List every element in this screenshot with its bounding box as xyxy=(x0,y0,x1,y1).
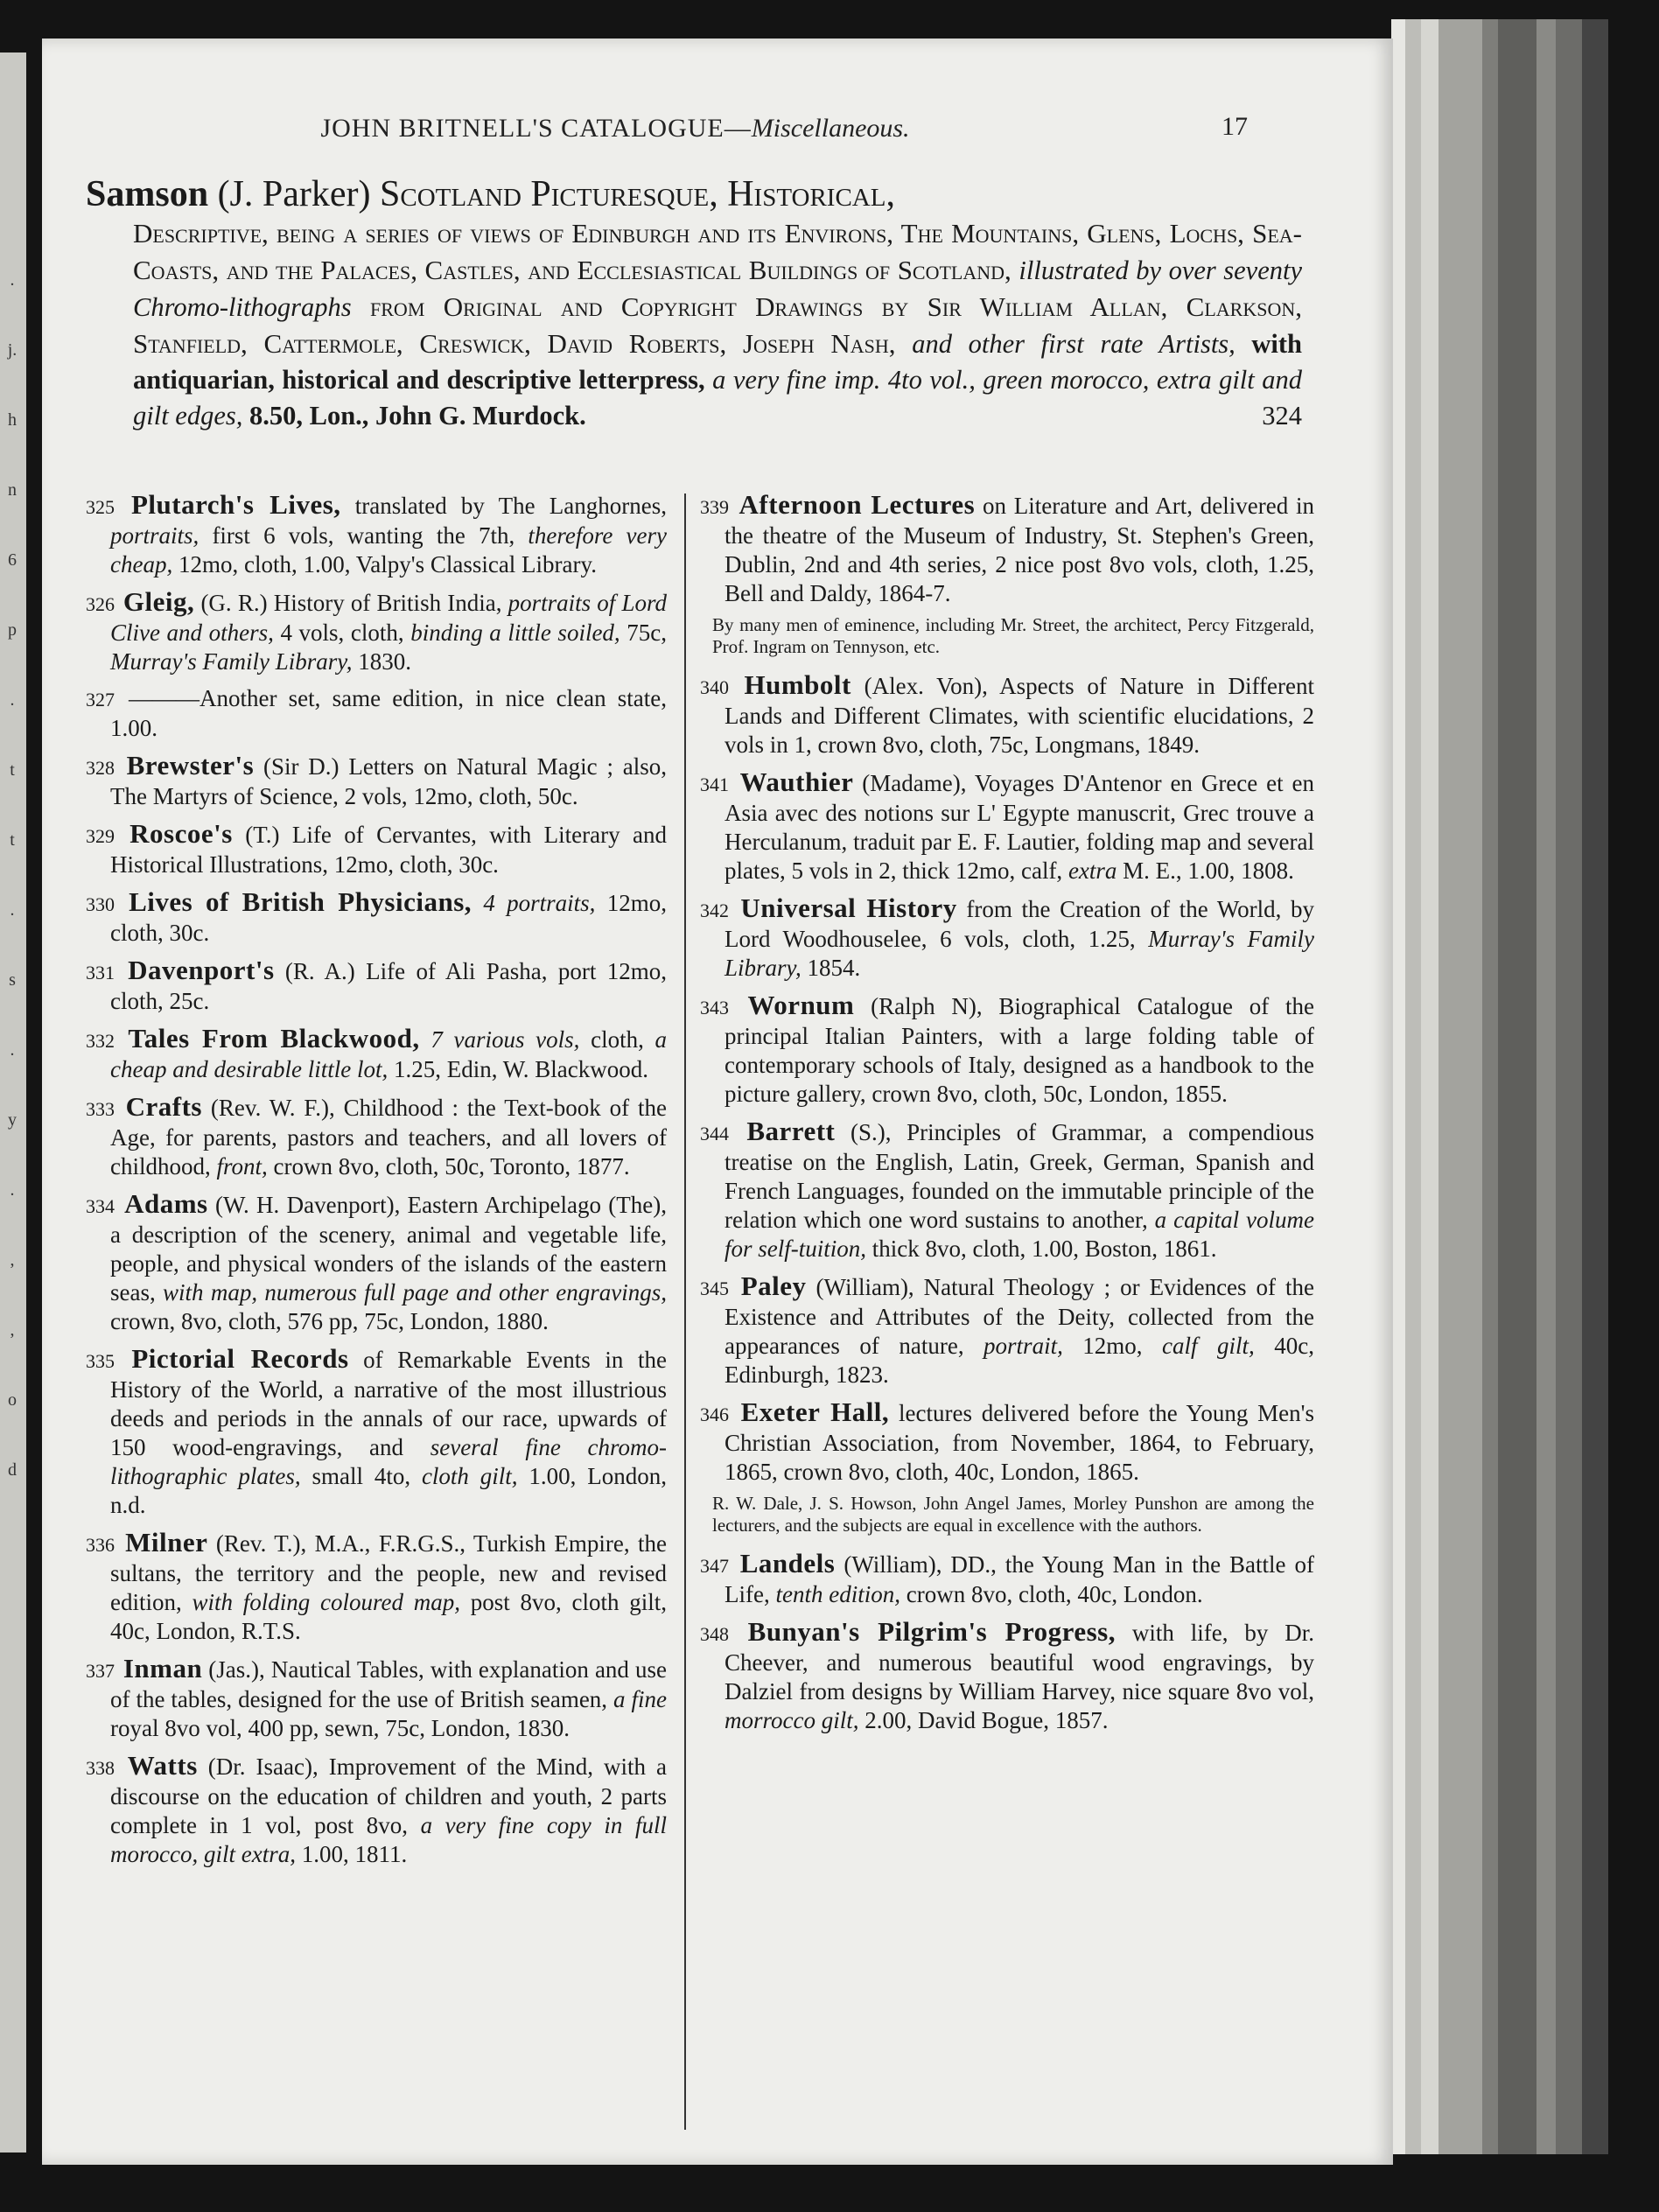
entry-number: 338 xyxy=(86,1757,124,1779)
entry-text: (Sir D.) Letters on Natural Magic ; also, The Martyrs of Science, 2 vols, 12mo, cloth, 50c. xyxy=(110,753,667,809)
entry-number: 340 xyxy=(700,676,741,698)
entry-text: (S.), Principles of Grammar, a compendious treatise on the English, Latin, Greek, German, Spanish and French Languages, founded on the immutable principle of the relation which one word sustains to another, xyxy=(724,1119,1314,1233)
entry-text: (G. R.) History of British India, xyxy=(194,590,508,616)
entry-number: 336 xyxy=(86,1534,122,1556)
catalogue-entry xyxy=(86,887,667,948)
entry-text xyxy=(420,1026,431,1053)
entry-number: 331 xyxy=(86,962,125,984)
entry-text: thick 8vo, cloth, 1.00, Boston, 1861. xyxy=(866,1236,1217,1262)
entry-headword: Adams xyxy=(124,1188,208,1219)
entry-headword: Humbolt xyxy=(744,669,851,700)
entry-text: post 8vo, cloth gilt, 40c, London, R.T.S. xyxy=(110,1589,667,1644)
entry-text: royal 8vo vol, 400 pp, sewn, 75c, London, 1830. xyxy=(110,1715,570,1741)
entry-text: (Ralph N), Biographical Catalogue of the principal Italian Painters, with a large folding table of contemporary schools of Italy, designed as a handbook to the picture gallery, crown 8vo, cloth, 50c, London, 1855. xyxy=(724,993,1315,1107)
entry-text: crown, 8vo, cloth, 576 pp, 75c, London, 1880. xyxy=(110,1308,549,1334)
entry-number: 343 xyxy=(700,997,745,1018)
entry-text: crown 8vo, cloth, 50c, Toronto, 1877. xyxy=(267,1153,630,1180)
entry-number: 339 xyxy=(700,496,736,518)
entry-text: 1854. xyxy=(801,955,861,981)
entry-headword: Gleig, xyxy=(122,586,195,617)
entry-text: morrocco gilt, xyxy=(724,1707,859,1733)
entry-headword: Paley xyxy=(740,1270,807,1301)
entry-text: (Rev. T.), M.A., F.R.G.S., Turkish Empire, the sultans, the territory and the people, new and revised edition, xyxy=(110,1530,667,1615)
running-head xyxy=(42,114,1188,144)
catalogue-entry xyxy=(700,1271,1314,1390)
catalogue-entry xyxy=(86,819,667,879)
entry-text: (Alex. Von), Aspects of Nature in Different Lands and Different Climates, with scientific elucidations, 2 vols in 1, crown 8vo, cloth, 75c, Longmans, 1849. xyxy=(724,673,1314,758)
entry-headword: Roscoe's xyxy=(130,818,233,849)
entry-text: 2.00, David Bogue, 1857. xyxy=(858,1707,1109,1733)
entry-text: (Jas.), Nautical Tables, with explanation and use of the tables, designed for the use of British seamen, xyxy=(110,1656,668,1712)
entry-text: 12mo, cloth, 1.00, Valpy's Classical Library. xyxy=(172,551,598,578)
entry-text: tenth edition, xyxy=(775,1581,900,1607)
entry-headword: Bunyan's Pilgrim's Progress, xyxy=(747,1616,1116,1647)
entry-text: translated by The Langhornes, xyxy=(340,493,668,519)
page-number: 17 xyxy=(1222,112,1248,141)
entry-text: with map, numerous full page and other engravings, xyxy=(163,1279,667,1306)
entry-headword: Wauthier xyxy=(739,766,854,797)
catalogue-entry xyxy=(700,767,1314,886)
page-edge xyxy=(1582,19,1608,2154)
entry-number: 328 xyxy=(86,757,123,779)
entry-text: of Remarkable Events in the History of the World, a narrative of the most illustrious deeds and periods in the annals of our race, upwards of 150 wood-engravings, and xyxy=(110,1347,668,1460)
catalogue-entry xyxy=(86,1189,667,1336)
catalogue-entry xyxy=(700,670,1314,760)
entry-number: 326 xyxy=(86,593,120,615)
entry-number: 337 xyxy=(86,1660,120,1682)
page-edge xyxy=(1391,19,1405,2154)
catalogue-entry xyxy=(700,490,1314,608)
entry-text: portrait, xyxy=(984,1333,1063,1359)
entry-text: a fine xyxy=(613,1686,667,1712)
lead-headword: Samson xyxy=(86,174,209,214)
entry-headword: Exeter Hall, xyxy=(740,1396,890,1427)
catalogue-entry xyxy=(700,1549,1314,1609)
catalogue-entry xyxy=(700,1397,1314,1487)
entry-text: several fine chromo-lithographic plates, xyxy=(110,1434,667,1489)
entry-text: (T.) Life of Cervantes, with Literary and Historical Illustrations, 12mo, cloth, 30c. xyxy=(110,822,668,878)
section-name: Miscellaneous. xyxy=(751,114,910,143)
entry-text: (R. A.) Life of Ali Pasha, port 12mo, cloth, 25c. xyxy=(110,958,668,1014)
entry-number: 341 xyxy=(700,774,737,795)
entry-number: 332 xyxy=(86,1030,125,1052)
entry-text: from the Creation of the World, by Lord Woodhouselee, 6 vols, cloth, 1.25, xyxy=(724,896,1315,952)
entry-text: M. E., 1.00, 1808. xyxy=(1116,858,1294,884)
entry-text: front, xyxy=(216,1153,268,1180)
catalogue-entry xyxy=(700,1116,1314,1264)
catalogue-entry xyxy=(86,1528,667,1646)
catalogue-entry xyxy=(700,893,1314,983)
entry-number: 333 xyxy=(86,1098,122,1120)
catalogue-entry xyxy=(86,1024,667,1084)
entry-text: crown 8vo, cloth, 40c, London. xyxy=(900,1581,1203,1607)
entry-headword: Wornum xyxy=(747,990,855,1020)
entry-headword: Barrett xyxy=(746,1116,836,1146)
entry-headword: Tales From Blackwood, xyxy=(128,1023,420,1054)
entry-text: extra xyxy=(1068,858,1117,884)
catalogue-entry xyxy=(86,1344,667,1520)
entry-number: 329 xyxy=(86,825,127,847)
entry-headword: Inman xyxy=(122,1653,203,1684)
entry-text: small 4to, xyxy=(300,1463,422,1489)
entry-number: 348 xyxy=(700,1623,745,1645)
entry-number: 347 xyxy=(700,1555,737,1577)
catalogue-entry xyxy=(86,490,667,579)
entry-number: 330 xyxy=(86,893,126,915)
right-column xyxy=(700,490,1314,1743)
entry-text: 1.00, London, n.d. xyxy=(110,1463,668,1518)
adjacent-page-fragments: . j. h n 6 p . t t . s . y . , , o d xyxy=(7,270,18,1480)
catalogue-entry xyxy=(86,1654,667,1743)
page-edge xyxy=(1421,19,1438,2154)
entry-number: 346 xyxy=(700,1404,738,1425)
entry-text: with folding coloured map, xyxy=(192,1589,460,1615)
entry-text: portraits of Lord Clive and others, xyxy=(110,590,667,646)
entry-text: Murray's Family Library, xyxy=(724,926,1314,981)
catalogue-entry xyxy=(86,587,667,676)
entry-headword: Landels xyxy=(739,1548,836,1578)
entry-headword: Universal History xyxy=(740,892,957,923)
entry-number: 327 xyxy=(86,689,125,710)
entry-headword: Afternoon Lectures xyxy=(738,489,976,520)
catalogue-title: JOHN BRITNELL'S CATALOGUE— xyxy=(320,114,752,143)
column-divider xyxy=(684,494,686,2130)
entry-headword: Davenport's xyxy=(128,955,275,985)
entry-text: 1830. xyxy=(352,648,412,675)
entry-text: portraits, xyxy=(110,522,200,549)
catalogue-entry xyxy=(700,1617,1314,1735)
catalogue-entry xyxy=(86,956,667,1016)
entry-headword: Brewster's xyxy=(126,750,255,780)
entry-text: with life, by Dr. Cheever, and numerous beautiful wood engravings, by Dalziel from designs by William Harvey, nice square 8vo vol, xyxy=(724,1620,1315,1704)
entry-text xyxy=(472,890,483,916)
page-edge xyxy=(1498,19,1536,2154)
entry-text: 7 various vols, xyxy=(430,1026,580,1053)
entry-text: therefore very cheap, xyxy=(110,522,667,578)
entry-number: 325 xyxy=(86,496,128,518)
entry-headword: Watts xyxy=(127,1750,198,1781)
entry-text: ———Another set, same edition, in nice clean state, 1.00. xyxy=(110,685,668,741)
entry-text: cloth, xyxy=(579,1026,655,1053)
catalogue-entry xyxy=(86,684,667,743)
catalogue-entry xyxy=(86,1751,667,1869)
entry-text: (W. H. Davenport), Eastern Archipelago (The), a description of the scenery, animal and vegetable life, people, and physical wonders of the islands of the eastern seas, xyxy=(110,1192,667,1306)
entry-note: By many men of eminence, including Mr. Street, the architect, Percy Fitzgerald, Prof. Ingram on Tennyson, etc. xyxy=(712,614,1314,657)
lead-entry xyxy=(86,174,1303,434)
entry-number: 344 xyxy=(700,1123,744,1144)
catalogue-page xyxy=(42,38,1393,2165)
entry-text: a capital volume for self-tuition, xyxy=(724,1207,1314,1262)
entry-text: 75c, xyxy=(620,620,667,646)
entry-text: a cheap and desirable little lot, xyxy=(110,1026,667,1082)
entry-number: 345 xyxy=(700,1278,738,1299)
page-edge xyxy=(1536,19,1556,2154)
entry-text: (Dr. Isaac), Improvement of the Mind, with a discourse on the education of children and youth, 2 parts complete in 1 vol, post 8vo, xyxy=(110,1754,667,1838)
entry-note: R. W. Dale, J. S. Howson, John Angel James, Morley Punshon are among the lecturers, and the subjects are equal in excellence with the authors. xyxy=(712,1493,1314,1536)
entry-text: Murray's Family Library, xyxy=(110,648,353,675)
entry-text: 4 vols, cloth, xyxy=(273,620,411,646)
catalogue-entry xyxy=(700,990,1314,1109)
entry-text: 4 portraits, xyxy=(483,890,596,916)
entry-headword: Pictorial Records xyxy=(131,1343,349,1374)
catalogue-entry xyxy=(86,751,667,811)
lead-title: Scotland Picturesque, Historical, xyxy=(380,174,895,214)
entry-text: 40c, Edinburgh, 1823. xyxy=(724,1333,1314,1388)
lead-author: (J. Parker) xyxy=(208,174,380,214)
entry-text: (William), DD., the Young Man in the Battle of Life, xyxy=(724,1551,1314,1607)
entry-headword: Milner xyxy=(125,1527,208,1558)
entry-text: binding a little soiled, xyxy=(410,620,620,646)
entry-text: (Rev. W. F.), Childhood : the Text-book of the Age, for parents, pastors and teachers, and all lovers of childhood, xyxy=(110,1095,667,1180)
catalogue-entry xyxy=(86,1092,667,1181)
page-edge xyxy=(1405,19,1421,2154)
entry-text: 12mo, cloth, 30c. xyxy=(110,890,667,946)
lead-number: 324 xyxy=(1262,401,1302,430)
entry-headword: Crafts xyxy=(125,1091,202,1122)
page-edge xyxy=(1556,19,1582,2154)
entry-text: cloth gilt, xyxy=(421,1463,518,1489)
entry-text: 1.25, Edin, W. Blackwood. xyxy=(388,1056,648,1082)
entry-headword: Lives of British Physicians, xyxy=(129,886,472,917)
adjacent-page-edge xyxy=(0,52,26,2152)
lead-description: Descriptive, being a series of views of Edinburgh and its Environs, The Mountains, Glens, Lochs, Sea-Coasts, and the Palaces, Castles, and Ecclesiastical Buildings of Scotland, illustrated by over seventy Chromo-lithographs from Original and Copyright Drawings by Sir William Allan, Clarkson, Stanfield, Cattermole, Creswick, David Roberts, Joseph Nash, and other first rate Artists, with antiquarian, historical and descriptive letterpress, a very fine imp. 4to vol., green morocco, extra gilt and gilt edges, 8.50, Lon., John G. Murdock. 324 xyxy=(86,215,1302,434)
entry-number: 342 xyxy=(700,900,738,921)
left-column xyxy=(86,490,667,1877)
entry-text: (Madame), Voyages D'Antenor en Grece et en Asia avec des notions sur L' Egypte manuscrit, Grec trouve a Herculanum, traduit par E. F. Lautier, folding map and several plates, 5 vols in 2, thick 12mo, calf, xyxy=(724,770,1314,884)
entry-text: lectures delivered before the Young Men's Christian Association, from November, 1864, to February, 1865, crown 8vo, cloth, 40c, London, 1865. xyxy=(724,1400,1315,1485)
entry-headword: Plutarch's Lives, xyxy=(130,489,341,520)
entry-text: on Literature and Art, delivered in the theatre of the Museum of Industry, St. Stephen's Green, Dublin, 2nd and 4th series, 2 nice post 8vo vols, cloth, 1.25, Bell and Daldy, 1864-7. xyxy=(724,493,1314,606)
entry-number: 335 xyxy=(86,1350,129,1372)
page-edge xyxy=(1438,19,1482,2154)
entry-text: 12mo, xyxy=(1062,1333,1163,1359)
entry-number: 334 xyxy=(86,1195,122,1217)
entry-text: a very fine copy in full morocco, gilt extra, xyxy=(110,1812,668,1867)
entry-text: 1.00, 1811. xyxy=(295,1841,408,1867)
entry-text: calf gilt, xyxy=(1162,1333,1255,1359)
entry-text: first 6 vols, wanting the 7th, xyxy=(199,522,528,549)
page-edge xyxy=(1482,19,1498,2154)
entry-text: (William), Natural Theology ; or Evidences of the Existence and Attributes of the Deity, collected from the appearances of nature, xyxy=(724,1274,1315,1359)
